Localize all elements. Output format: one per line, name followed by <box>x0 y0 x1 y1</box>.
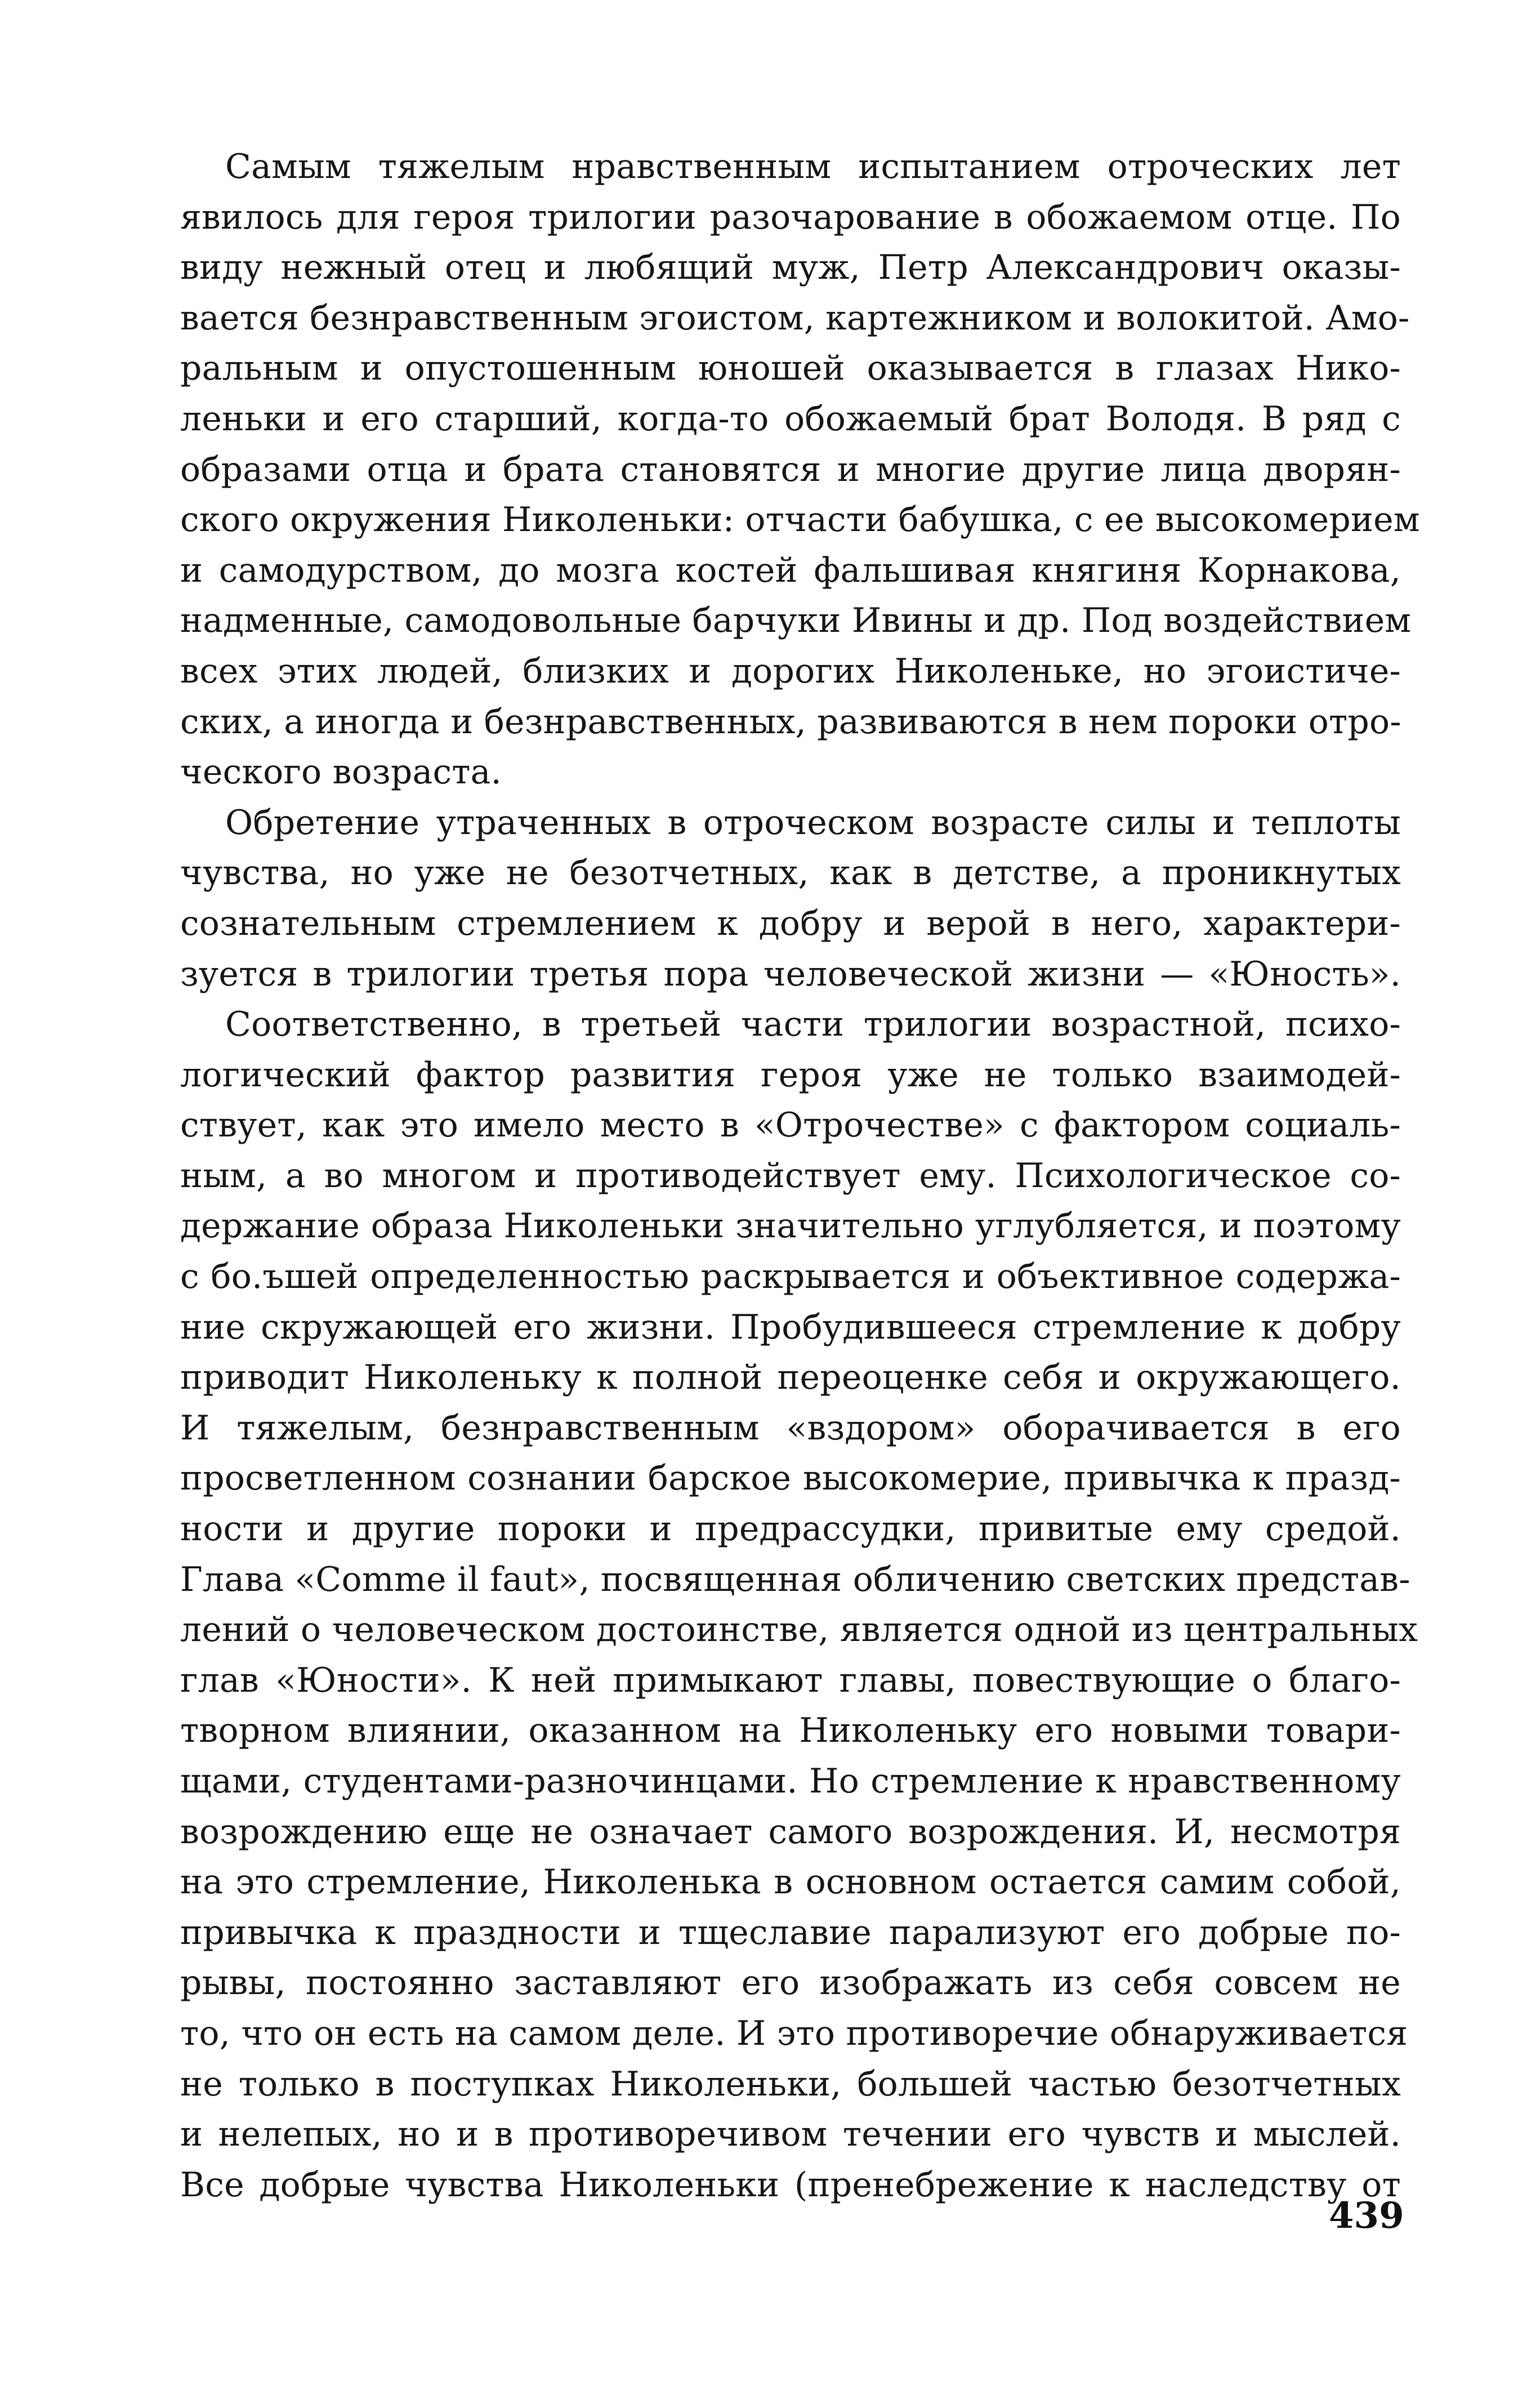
text-line: И тяжелым, безнравственным «вздором» оборачивается в его <box>180 1408 1401 1448</box>
text-line: просветленном сознании барское высокомерие, привычка к празд- <box>180 1459 1401 1499</box>
text-line: приводит Николеньку к полной переоценке себя и окружающего. <box>180 1358 1401 1398</box>
text-line: чувства, но уже не безотчетных, как в детстве, а проникнутых <box>180 853 1401 893</box>
text-line: Все добрые чувства Николеньки (пренебрежение к наследству от <box>180 2165 1401 2205</box>
text-line: с бо.ъшей определенностью раскрывается и объективное содержа- <box>180 1257 1401 1297</box>
text-line: глав «Юности». К ней примыкают главы, повествующие о благо- <box>180 1660 1401 1700</box>
text-line: сознательным стремлением к добру и верой в него, характери- <box>180 903 1401 943</box>
text-line: не только в поступках Николеньки, большей частью безотчетных <box>180 2064 1401 2104</box>
text-line: ских, а иногда и безнравственных, развиваются в нем пороки отро- <box>180 702 1401 742</box>
text-line: вается безнравственным эгоистом, картежником и волокитой. Амо- <box>180 298 1410 338</box>
text-line: надменные, самодовольные барчуки Ивины и др. Под воздействием <box>180 601 1412 641</box>
text-line: то, что он есть на самом деле. И это противоречие обнаруживается <box>180 2013 1408 2053</box>
text-line: зуется в трилогии третья пора человеческой жизни — «Юность». <box>180 954 1401 994</box>
text-line: всех этих людей, близких и дорогих Николеньке, но эгоистиче- <box>180 651 1401 691</box>
text-line: и нелепых, но и в противоречивом течении его чувств и мыслей. <box>180 2115 1401 2155</box>
text-line: ческого возраста. <box>180 752 502 792</box>
text-line: ным, а во многом и противодействует ему. Психологическое со- <box>180 1156 1401 1196</box>
text-line: Самым тяжелым нравственным испытанием отроческих лет <box>225 147 1401 186</box>
text-line: лений о человеческом достоинстве, является одной из центральных <box>180 1610 1418 1650</box>
text-line: привычка к праздности и тщеславие парализуют его добрые по- <box>180 1912 1401 1952</box>
text-line: Обретение утраченных в отроческом возрасте силы и теплоты <box>225 802 1401 842</box>
text-line: виду нежный отец и любящий муж, Петр Александрович оказы- <box>180 248 1401 288</box>
text-line: ности и другие пороки и предрассудки, привитые ему средой. <box>180 1509 1401 1549</box>
text-line: явилось для героя трилогии разочарование в обожаемом отце. По <box>180 197 1401 237</box>
body-text <box>180 142 1420 2210</box>
text-line: ского окружения Николеньки: отчасти бабушка, с ее высокомерием <box>180 500 1420 540</box>
page-number: 439 <box>1329 2195 1404 2237</box>
text-line: и самодурством, до мозга костей фальшивая княгиня Корнакова, <box>180 550 1401 590</box>
text-line: рывы, постоянно заставляют его изображать из себя совсем не <box>180 1963 1401 2003</box>
text-line: ствует, как это имело место в «Отрочестве» с фактором социаль- <box>180 1105 1401 1145</box>
text-line: логический фактор развития героя уже не только взаимодей- <box>180 1055 1401 1095</box>
text-line: ние скружающей его жизни. Пробудившееся стремление к добру <box>180 1307 1401 1347</box>
text-line: возрождению еще не означает самого возрождения. И, несмотря <box>180 1812 1401 1852</box>
text-line: ральным и опустошенным юношей оказывается в глазах Нико- <box>180 349 1401 389</box>
text-line: творном влиянии, оказанном на Николеньку его новыми товари- <box>180 1711 1401 1751</box>
text-line: Соответственно, в третьей части трилогии возрастной, психо- <box>225 1005 1401 1045</box>
text-line: щами, студентами-разночинцами. Но стремление к нравственному <box>180 1762 1401 1801</box>
text-line: Глава «Comme il faut», посвященная обличению светских представ- <box>180 1559 1410 1599</box>
text-line: леньки и его старший, когда-то обожаемый брат Володя. В ряд с <box>180 399 1401 439</box>
text-line: на это стремление, Николенька в основном остается самим собой, <box>180 1862 1401 1902</box>
text-line: держание образа Николеньки значительно углубляется, и поэтому <box>180 1206 1401 1246</box>
text-line: образами отца и брата становятся и многие другие лица дворян- <box>180 449 1401 489</box>
